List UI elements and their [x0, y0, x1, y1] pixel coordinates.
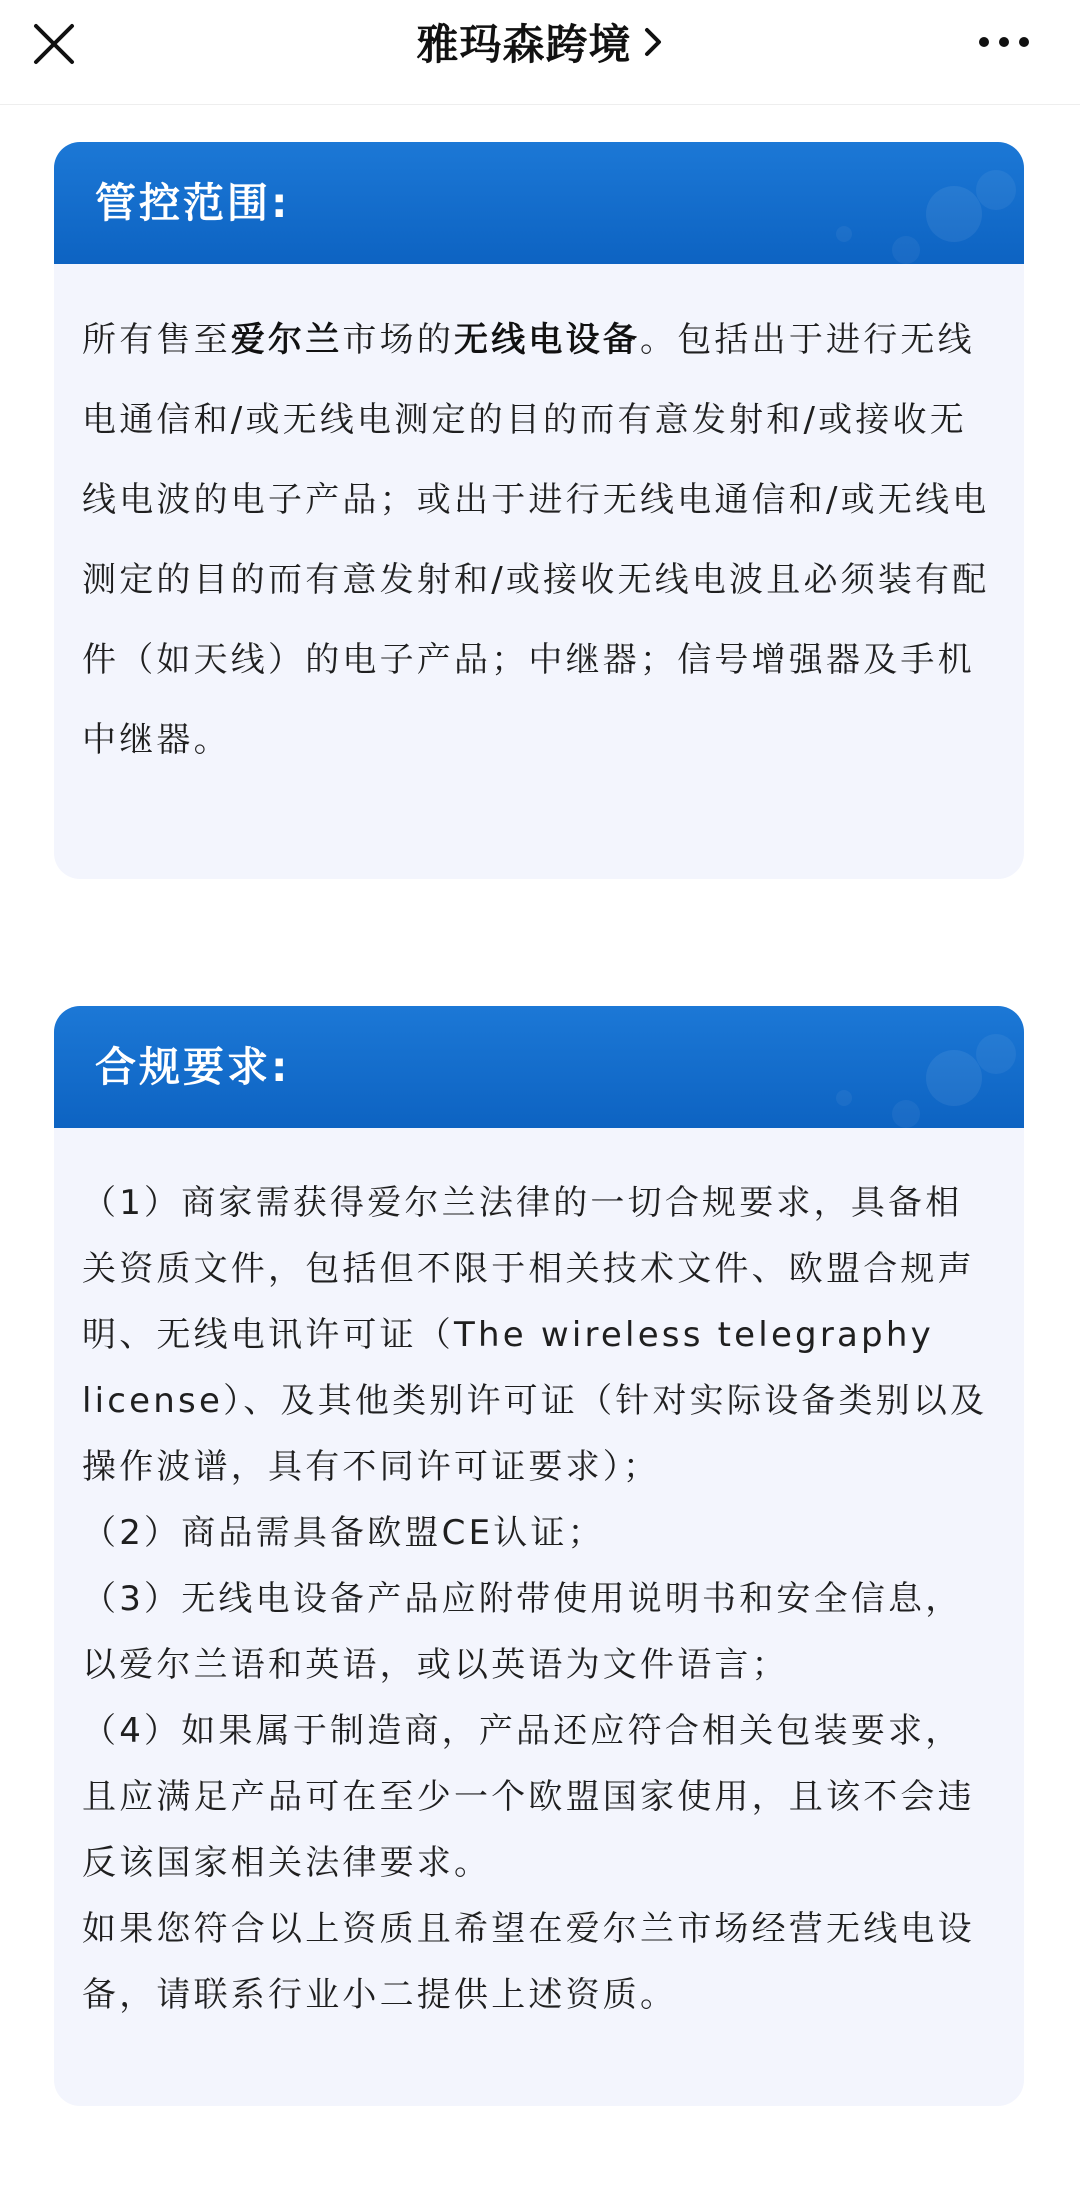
header-decoration [804, 142, 1024, 264]
header-decoration [804, 1006, 1024, 1128]
scope-text-mid: 市场的 [342, 320, 455, 360]
scope-market-name: 爱尔兰 [230, 320, 343, 360]
compliance-contact-note: 如果您符合以上资质且希望在爱尔兰市场经营无线电设备，请联系行业小二提供上述资质。 [82, 1909, 975, 2015]
page-title: 雅玛森跨境 [416, 20, 632, 69]
scope-text-prefix: 所有售至 [82, 320, 231, 360]
compliance-item: （3）无线电设备产品应附带使用说明书和安全信息，以爱尔兰语和英语，或以英语为文件语言； [82, 1579, 963, 1685]
more-horizontal-icon [974, 22, 1034, 62]
compliance-card-title: 合规要求: [95, 1043, 291, 1091]
more-button[interactable] [974, 22, 1034, 62]
compliance-item: （4）如果属于制造商，产品还应符合相关包装要求，且应满足产品可在至少一个欧盟国家使用，且该不会违反该国家相关法律要求。 [82, 1711, 975, 1883]
compliance-card-body [54, 1128, 1024, 2028]
compliance-card [54, 1006, 1024, 2106]
scope-card-title: 管控范围: [95, 179, 291, 227]
chevron-right-icon [642, 25, 664, 59]
compliance-item: （2）商品需具备欧盟CE认证； [82, 1513, 605, 1553]
scope-card-body [54, 264, 1024, 780]
compliance-item: （1）商家需获得爱尔兰法律的一切合规要求，具备相关资质文件，包括但不限于相关技术文件、欧盟合规声明、无线电讯许可证（The wireless telegraphy license）、及其他类别许可证（针对实际设备类别以及操作波谱，具有不同许可证要求）； [82, 1183, 988, 1487]
compliance-card-header [54, 1006, 1024, 1128]
page-title-button[interactable] [0, 0, 1080, 84]
scope-text-rest: 。包括出于进行无线电通信和/或无线电测定的目的而有意发射和/或接收无线电波的电子产品；或出于进行无线电通信和/或无线电测定的目的而有意发射和/或接收无线电波且必须装有配件（如天线）的电子产品；中继器；信号增强器及手机中继器。 [82, 320, 990, 760]
navigation-bar [0, 0, 1080, 105]
scope-card-header [54, 142, 1024, 264]
scope-card [54, 142, 1024, 879]
scope-product-type: 无线电设备 [454, 320, 641, 360]
